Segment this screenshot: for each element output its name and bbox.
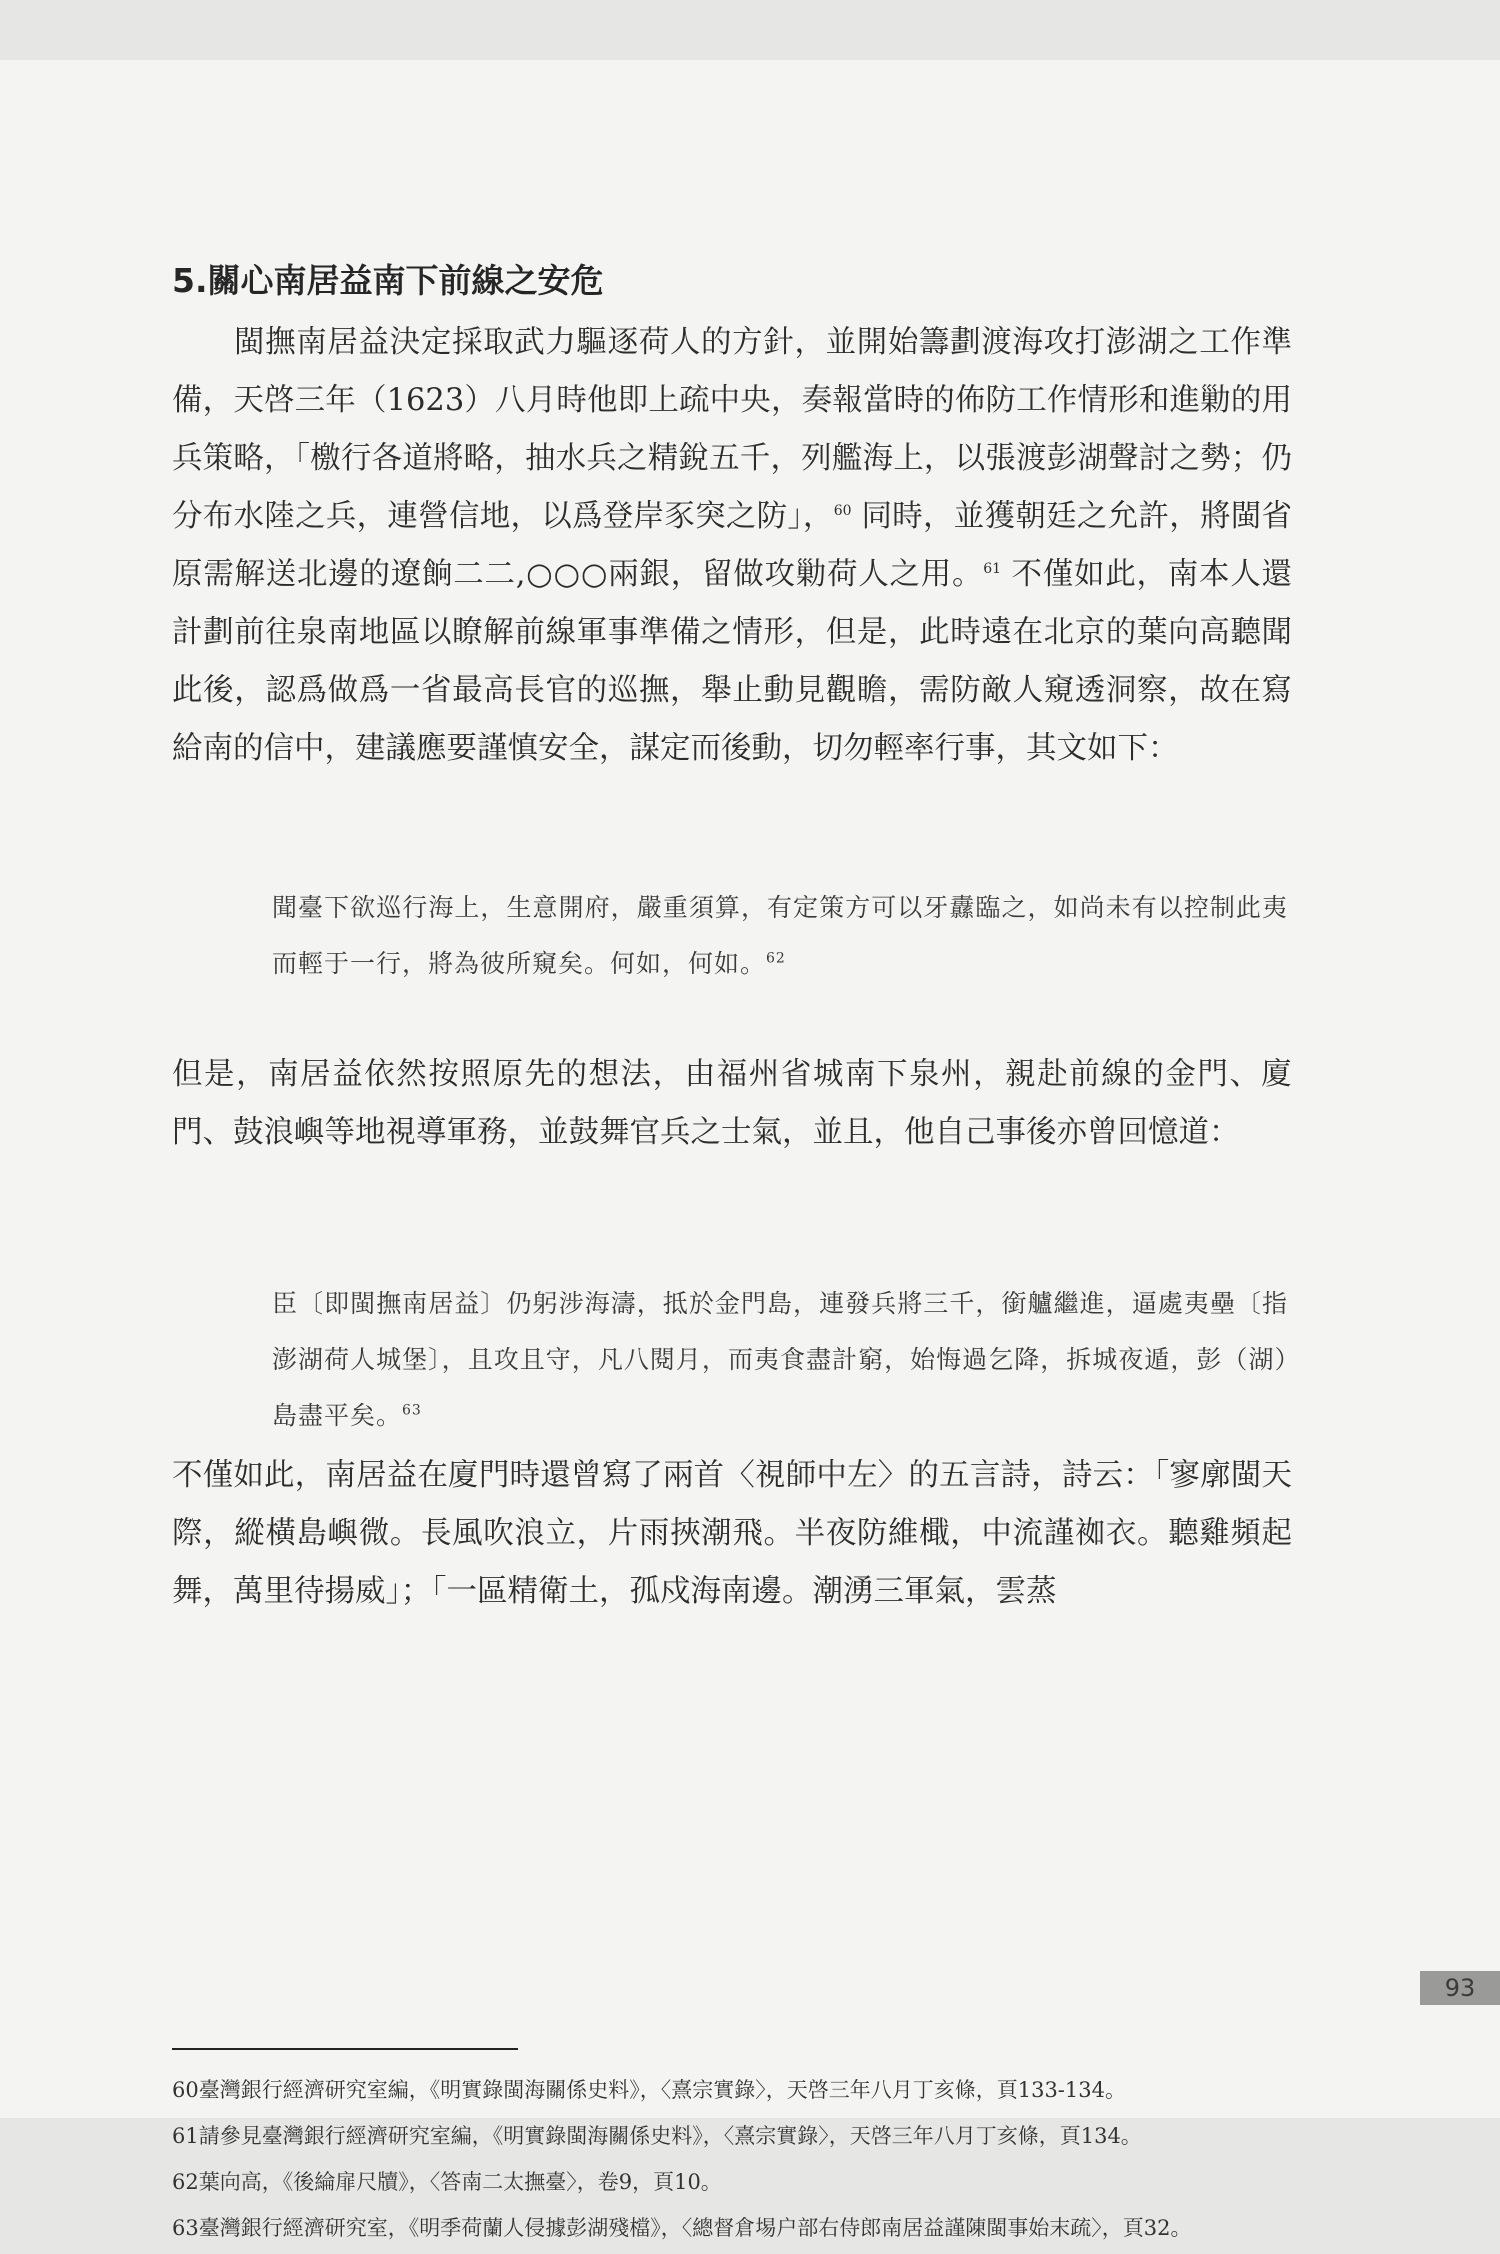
footnote-62: 62葉向高，《後綸扉尺牘》，〈答南二太撫臺〉，卷9，頁10。	[172, 2170, 722, 2194]
footnote-60: 60臺灣銀行經濟研究室編，《明實錄閩海關係史料》，〈熹宗實錄〉，天啓三年八月丁亥條，頁133-134。	[172, 2078, 1126, 2102]
footnote-63: 63臺灣銀行經濟研究室，《明季荷蘭人侵據彭湖殘檔》，〈總督倉埸户部右侍郎南居益謹陳閩事始末疏〉，頁32。	[172, 2216, 1192, 2240]
block-quote-2: 臣〔即閩撫南居益〕仍躬涉海濤，抵於金門島，連發兵將三千，銜艫繼進，逼處夷壘〔指澎湖荷人城堡〕，且攻且守，凡八閱月，而夷食盡計窮，始悔過乞降，拆城夜遁，彭（湖）島盡平矣。$^{63}$	[272, 1289, 1288, 1430]
footnote-ref-60[interactable]: 60	[833, 502, 852, 519]
paragraph-3: 不僅如此，南居益在廈門時還曾寫了兩首〈視師中左〉的五言詩，詩云：「寥廓閩天際，縱橫島嶼微。長風吹浪立，片雨挾潮飛。半夜防維檝，中流謹袽衣。聽雞頻起舞，萬里待揚威」；「一區精衛土，孤戍海南邊。潮湧三軍氣，雲蒸	[172, 1458, 1292, 1609]
footnote-61: 61請參見臺灣銀行經濟研究室編，《明實錄閩海關係史料》，〈熹宗實錄〉，天啓三年八月丁亥條，頁134。	[172, 2124, 1142, 2148]
footnote-divider	[172, 2048, 518, 2050]
footnote-ref-63[interactable]: 63	[402, 1402, 422, 1419]
paragraph-2: 但是，南居益依然按照原先的想法，由福州省城南下泉州，親赴前線的金門、廈門、鼓浪嶼等地視導軍務，並鼓舞官兵之士氣，並且，他自己事後亦曾回憶道：	[172, 1057, 1292, 1150]
footnote-ref-61[interactable]: 61	[983, 560, 1002, 577]
paragraph-1: 閩撫南居益決定採取武力驅逐荷人的方針，並開始籌劃渡海攻打澎湖之工作準備，天啓三年（1623）八月時他即上疏中央，奏報當時的佈防工作情形和進勦的用兵策略，「檄行各道將略，抽水兵之精銳五千，列艦海上，以張渡彭湖聲討之勢；仍分布水陸之兵，連營信地，以爲登岸豕突之防」，$^{60}$ 同時，並獲朝廷之允許，將閩省原需解送北邊的遼餉二二,○○○兩銀，留做攻勦荷人之用。$^{61}$ 不僅如此，南本人還計劃前往泉南地區以瞭解前線軍事準備之情形，但是，此時遠在北京的葉向高聽聞此後，認爲做爲一省最高長官的巡撫，舉止動見觀瞻，需防敵人窺透洞察，故在寫給南的信中，建議應要謹慎安全，謀定而後動，切勿輕率行事，其文如下：	[172, 325, 1293, 766]
block-quote-1: 聞臺下欲巡行海上，生意開府，嚴重須算，有定策方可以牙纛臨之，如尚未有以控制此夷而輕于一行，將為彼所窺矣。何如，何如。$^{62}$	[272, 893, 1288, 978]
footnote-ref-62[interactable]: 62	[766, 950, 786, 967]
section-title: 5.關心南居益南下前線之安危	[172, 261, 604, 300]
page-number: 93	[1420, 1971, 1500, 2005]
footnotes	[172, 2070, 1288, 2254]
